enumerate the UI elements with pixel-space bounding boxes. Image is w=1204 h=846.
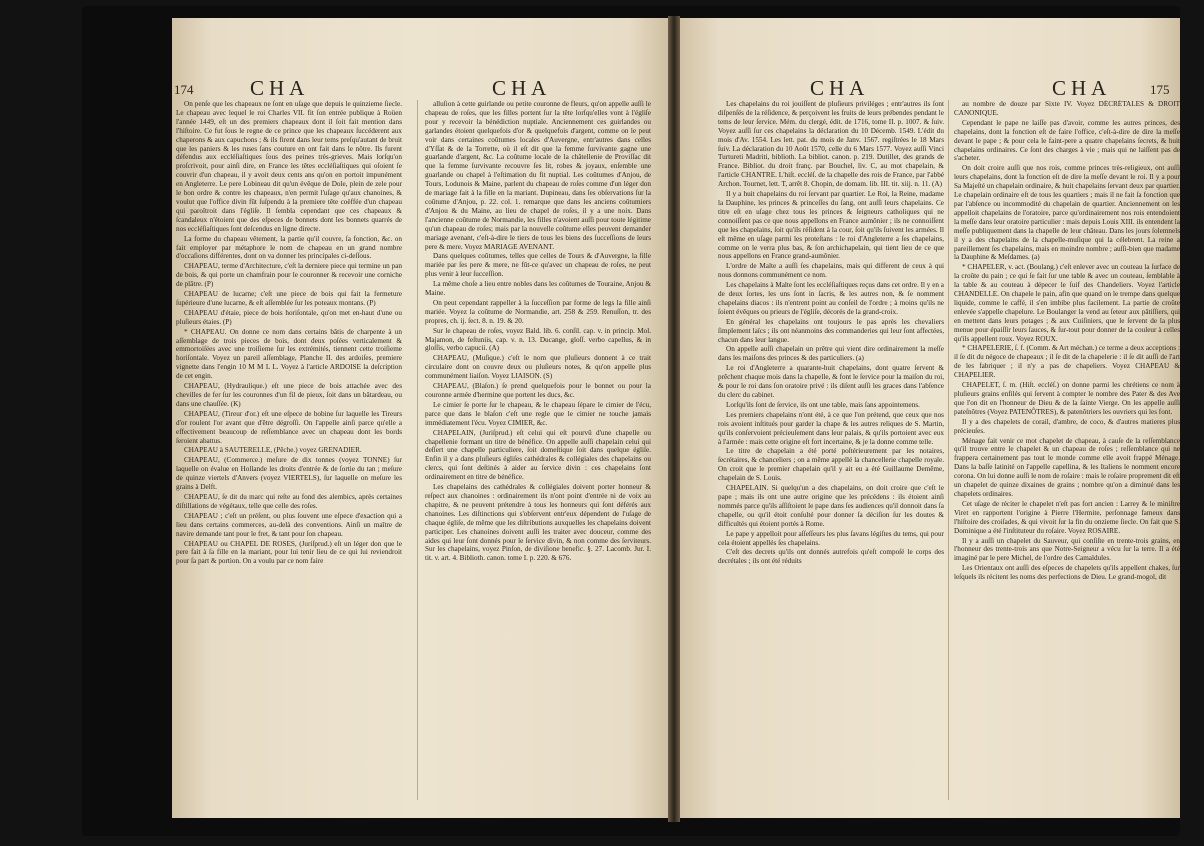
- paragraph: On appelle auſſi chapelain un prêtre qui vient dire ordinairement la meſſe dans les maiſons des princes & des particuliers. (a): [718, 345, 944, 363]
- paragraph: Le cimier ſe porte ſur le chapeau, & le chapeau ſépare le cimier de l'écu, parce que dans le blaſon c'eſt une regle que le cimier ne touche jamais immédiatement l'écu. Voyez CIMIER, &c.: [425, 400, 651, 427]
- paragraph: On penſe que les chapeaux ne ſont en uſage que depuis le quinzieme ſiecle. Le chapeau avec lequel le roi Charles VII. fit ſon entrée publique à Roüen l'année 1449, eſt un des premiers chapeaux dont il ſoit fait mention dans l'hiſtoire. Ce fut ſous le regne de ce prince que les chapeaux ſuccéderent aux chaperons & aux capuchons ; & ils firent dans leur tems preſqu'autant de bruit que les paniers & les ruses ſans couture en ont fait dans le nôtre. Ils furent défendus aux eccléſiaſtiques ſous des peines très-grieves. Mais lorſqu'on proſcrivoit, pour ainſi dire, en France les têtes eccléſiaſtiques qui oſoient ſe couvrir d'un chapeau, il y avoit deux cents ans qu'on en portoit impunément en Angleterre. Le pere Lobineau dit qu'un évêque de Dole, plein de zele pour le bon ordre & contre les chapeaux, n'en permit l'uſage qu'aux chanoines, & voulut que l'office divin fût ſuſpendu à la premiere tête coëffée d'un chapeau qui paroîtroit dans l'égliſe. Il ſembla cependant que ces chapeaux & ſcandaleux n'étoient que des eſpeces de bonnets dont les bonnets quarrés de nos eccléſiaſtiques ſont deſcendus en ligne directe.: [176, 100, 402, 233]
- paragraph: On doit croire auſſi que nos rois, comme princes très-religieux, ont auſſi leurs chapelains, dont la fonction eſt de dire la meſſe devant le roi. Il y a pour Sa Majeſté un chapelain ordinaire, & huit chapelains ſervant deux par quartier. Le chapelain ordinaire eſt de tous les quartiers ; mais il ne fait ſa fonction que par l'abſence ou incommodité du chapelain de quartier. Anciennement on les appelloit chapelains de l'oratoire, parce qu'ordinairement nos rois entendoient la meſſe dans leur oratoire particulier : mais depuis Louis XIII. ils entendent la meſſe publiquement dans la chapelle de leur château. Dans les jours ſolemnels il y a des chapelains de la chapelle-muſique qui la célebrent. La reine a pareillement ſes chapelains, mais en moindre nombre ; auſſi-bien que madame la Dauphine & Meſdames. (a): [954, 164, 1180, 262]
- entry: CHAPEAU ; c'eſt un préſent, ou plus ſouvent une eſpece d'exaction qui a lieu dans certains commerces, au-delà des conventions. Ainſi un maître de navire demande tant pour le fret, & tant pour ſon chapeau.: [176, 511, 402, 538]
- text-column-2: [425, 100, 651, 810]
- paragraph: Cet uſage de réciter le chapelet n'eſt pas fort ancien : Larrey & le miniſtre Viret en rapportent l'origine à Pierre l'Hermite, perſonnage fameux dans l'hiſtoire des croiſades, & qui vivoit ſur la fin du onzieme ſiecle. On fait que S. Dominique a été l'inſtituteur du roſaire. Voyez ROSAIRE.: [954, 499, 1180, 535]
- text-column-1: [718, 100, 944, 810]
- open-book: [82, 6, 1180, 836]
- paragraph: En général les chapelains ont toujours le pas après les chevaliers ſimplement laïcs ; ils ont néanmoins des commanderies qui leur ſont affectées, chacun dans leur langue.: [718, 317, 944, 344]
- entry: CHAPELAIN, (Juriſprud.) eſt celui qui eſt pourvû d'une chapelle ou chapellenie formant un titre de bénéfice. On appelle auſſi chapelain celui qui deſſert une chapelle particuliere, ſoit domeſtique ſoit dans quelque égliſe. Enfin il y a dans pluſieurs égliſes cathédrales & collégiales des chapelains ou clercs, qui ſont deſtinés à aider au ſervice divin : ces chapelains ſont ordinairement en titre de bénéfice.: [425, 428, 651, 482]
- paragraph: Les Orientaux ont auſſi des eſpeces de chapelets qu'ils appellent chakes, ſur leſquels ils récitent les noms des perfections de Dieu. Le grand-mogol, dit: [954, 564, 1180, 582]
- entry: * CHAPELERIE, ſ. f. (Comm. & Art méchan.) ce terme a deux acceptions : il ſe dit du négoce de chapeaux ; il ſe dit de la chapelerie : il ſe dit auſſi de l'art de les fabriquer ; il n'y a pas de chapeliers. Voyez CHAPEAU & CHAPELIER.: [954, 344, 1180, 380]
- paragraph: C'eſt des decrets qu'ils ont donnés autrefois qu'eſt compoſé le corps des decrétales ; ils ont été réduits: [718, 548, 944, 566]
- book-gutter: [668, 16, 680, 822]
- right-page: [680, 18, 1180, 818]
- paragraph: Ménage fait venir ce mot chapelet de chapeau, à cauſe de la reſſemblance qu'il trouve entre le chapelet & un chapeau de roſes ; reſſemblance qui ne frappera certainement pas tout le monde comme elle avoit frappé Ménage. Dans la baſſe latinité on l'appelle capellina, & les Italiens le nomment encore corona. On lui donne auſſi le nom de roſaire : mais le roſaire proprement dit eſt un chapelet de quinze dixaines de grains ; nombre qu'on a diminué dans les chapelets ordinaires.: [954, 436, 1180, 498]
- paragraph: au nombre de douze par Sixte IV. Voyez DÉCRÉTALES & DROIT CANONIQUE.: [954, 100, 1180, 117]
- entry: CHAPEAU, (Tireur d'or.) eſt une eſpece de bobine ſur laquelle les Tireurs d'or roulent l'or avant que d'être dégroſſi. On l'appelle ainſi parce qu'elle a effectivement beaucoup de reſſemblance avec un chapeau dont les bords ſeroient abattus.: [176, 409, 402, 445]
- entry: CHAPEAU, (Blaſon.) ſe prend quelquefois pour le bonnet ou pour la couronne armée d'hermine que portent les ducs, &c.: [425, 382, 651, 399]
- paragraph: Les chapelains du roi jouiſſent de pluſieurs priviléges ; entr'autres ils ſont diſpenſés de la réſidence, & perçoivent les fruits de leurs prébendes pendant le tems de leur ſervice. Mém. du clergé, édit. de 1716, tome II. p. 1007. & ſuiv. Voyez auſſi ſur ces chapelains la déclaration du 10 Décemb. 1549. L'édit du mois d'Av. 1554. Les lett. pat. du mois de Janv. 1567. regiſtrées le 18 Mars ſuiv. La déclaration du 10 Août 1570, celle du 6 Mars 1577. Voyez auſſi Vinci Turtureti Madriti, biblioth. La bibliot. canon. p. 219. Dutillet, des grands de France. Bibliot. du droit franç. par Bouchel, liv. C, au mot chapelain, & l'article CHANTRE. L'hiſt. eccléſ. de la chapelle des rois de France, par l'abbé Archon. Tournet, lett. T, arrêt 8. Chopin, de domam. lib. III. tit. xiij. n. 11. (A): [718, 100, 944, 189]
- paragraph: L'ordre de Malte a auſſi ſes chapelains, mais qui different de ceux à qui nous donnons communément ce nom.: [718, 262, 944, 280]
- paragraph: Les chapelains des cathédrales & collégiales doivent porter honneur & reſpect aux chanoines : ordinairement ils n'ont point d'entrée ni de voix au chapitre, & ne peuvent prétendre à tous les honneurs qui ſont déférés aux chanoines. Les diſtinctions qui s'obſervent entr'eux dépendent de l'uſage de chaque égliſe, de même que les diſtributions auxquelles les chapelains doivent participer. Les chanoines doivent auſſi les traiter avec douceur, comme des aides qui leur ſont donnés pour le ſervice divin, & non comme des ſerviteurs. Sur les chapelains, voyez Pinſon, de diviſione benefic. §. 27. Lacomb. Jur. I. tit. v. art. 4. Biblioth. canon. tome I. p. 220. & 676.: [425, 483, 651, 563]
- page-number: 174: [174, 82, 194, 97]
- entry: CHAPELAIN. Si quelqu'un a des chapelains, on doit croire que c'eſt le pape ; mais ils ont une autre origine que les précédens : ils étoient ainſi nommés parce qu'ils aſſiſtoient le pape dans ſes audiences qu'il donnoit dans ſa chapelle, ou qu'il étoit conſulté pour donner ſa déciſion ſur les doutes & difficultés qui étoient portés à Rome.: [718, 484, 944, 528]
- entry: CHAPEAU d'étaie, piece de bois horiſontale, qu'on met en-haut d'une ou pluſieurs étaies. (P): [176, 308, 402, 326]
- paragraph: La même choſe a lieu entre nobles dans les coûtumes de Touraine, Anjou & Maine.: [425, 280, 651, 298]
- text-column-2: [954, 100, 1180, 810]
- paragraph: Les chapelains à Malte ſont les eccléſiaſtiques reçus dans cet ordre. Il y en a de deux ſortes, les uns ſont in ſacris, & les autres non, & ſe nomment chapelains diacos : ils n'entrent point au conſeil de l'ordre ; à moins qu'ils ne ſoient évêques ou prieurs de l'égliſe, décorés de la grand-croix.: [718, 281, 944, 316]
- entry: CHAPEAU, ſe dit du marc qui reſte au fond des alembics, après certaines diſtillations de végétaux, telle que celle des roſes.: [176, 492, 402, 510]
- entry: CHAPEAU, terme d'Architecture, c'eſt la derniere piece qui termine un pan de bois, & qui porte un chamfrain pour le couronner & recevoir une corniche de plâtre. (P): [176, 262, 402, 289]
- paragraph: Sur le chapeau de roſes, voyez Bald. lib. 6. conſil. cap. v. in princip. Mol. Majamon, de feſtuniis, cap. v. n. 13. Ducange, gloſſ. verbo capellus, & in gloſſis, verbo capucii. (A): [425, 326, 651, 353]
- column-rule: [417, 100, 418, 800]
- paragraph: Il y a des chapelets de corail, d'ambre, de coco, & d'autres matieres plus précieuſes.: [954, 417, 1180, 435]
- paragraph: Les premiers chapelains n'ont été, à ce que l'on prétend, que ceux que nos rois avoient inſtitués pour garder la chape & les autres reliques de S. Martin, qu'ils conſervoient précieuſement dans leur palais, & qu'ils portoient avec eux à l'armée : mais cette origine eſt fort incertaine, & je la donne comme telle.: [718, 410, 944, 446]
- paragraph: Dans quelques coûtumes, telles que celles de Tours & d'Auvergne, la fille mariée par ſes pere & mere, ne fût-ce qu'avec un chapeau de roſes, ne peut plus venir à leur ſucceſſion.: [425, 252, 651, 279]
- entry: CHAPEAU de lucarne; c'eſt une piece de bois qui fait la fermeture ſupérieure d'une lucarne, & eſt aſſemblée ſur les poteaux montans. (P): [176, 290, 402, 307]
- paragraph: On peut cependant rappeller à la ſucceſſion par forme de legs la fille ainſi mariée. Voyez la coûtume de Normandie, art. 258 & 259. Renuſſon, tr. des propres, ch. ij. ſect. 8. n. 19. & 20.: [425, 298, 651, 325]
- paragraph: Le roi d'Angleterre a quarante-huit chapelains, dont quatre ſervent & prêchent chaque mois dans la chapelle, & font le ſervice pour la maiſon du roi, & pour le roi dans ſon oratoire privé : ils diſent auſſi les graces dans l'abſence du clerc du cabinet.: [718, 364, 944, 399]
- entry: CHAPEAU ou CHAPEL DE ROSES, (Juriſprud.) eſt un léger don que le pere fait à ſa fille en la mariant, pour lui tenir lieu de ce qui lui reviendroit pour ſa part & portion. On a voulu par ce nom faire: [176, 539, 402, 566]
- entry: * CHAPELER, v. act. (Boulang.) c'eſt enlever avec un couteau la ſurface de la croûte du pain ; ce qui ſe fait ſur une table & avec un couteau, ſemblable à la table & au couteau à dépecer le ſuif des Chandeliers. Voyez l'article CHANDELLE. On chapele le pain, afin que quand on le trempe dans quelque liquide, comme le caffé, il s'en imbibe plus facilement. La partie de croûte enlevée s'appelle chapelure. Le Boulanger la vend au ſeteur aux pâtiſſiers, qui en mettent dans leurs potages ; & aux Cuiſiniers, que le ſervent de la plus menue pour épaiſſir leurs ſauces, & ſur-tout pour donner de la couleur à celles qu'ils appellent roux. Voyez ROUX.: [954, 263, 1180, 343]
- entry: CHAPEAU à SAUTERELLE, (Pêche.) voyez GRENADIER.: [184, 446, 362, 455]
- running-headword: CHA: [250, 76, 310, 100]
- right-page-header: [680, 74, 1180, 100]
- entry: CHAPEAU, (Muſique.) c'eſt le nom que pluſieurs donnent à ce trait circulaire dont on couvre deux ou pluſieurs notes, & qu'on appelle plus communément liaiſon. Voyez LIAISON. (S): [425, 354, 651, 381]
- paragraph: Il y a auſſi un chapelet du Sauveur, qui conſiſte en trente-trois grains, en l'honneur des trente-trois ans que Notre-Seigneur a vécu ſur la terre. Il a été imaginé par le pere Michel, de l'ordre des Camaldules.: [954, 536, 1180, 563]
- entry: * CHAPEAU. On donne ce nom dans certains bâtis de charpente à un aſſemblage de trois pieces de bois, dont deux poſées verticalement & emmortoiſées avec une troiſieme ſur les extrémités, tiennent cette troiſieme horiſontale. Voyez un pareil aſſemblage, Planche II. des ardoiſes, premiere vignette dans l'engin 10 M M L L. Voyez à l'article ARDOISE la deſcription de cet engin.: [176, 327, 402, 381]
- running-headword: CHA: [810, 76, 870, 100]
- running-headword: CHA: [1052, 76, 1112, 100]
- text-column-1: [176, 100, 402, 810]
- paragraph: Lorſqu'ils ſont de ſervice, ils ont une table, mais ſans appointemens.: [726, 400, 920, 409]
- column-rule: [948, 100, 949, 800]
- paragraph: Le pape y appelloit pour aſſeſſeurs les plus ſavans légiſtes du tems, qui pour cela étoient appellés ſes chapelains.: [718, 529, 944, 547]
- entry: CHAPEAU, (Hydraulique.) eſt une piece de bois attachée avec des chevilles de fer ſur les couronnes d'un fil de pieux, ſoit dans un bâtardeau, ou dans une chauſſée. (K): [176, 382, 402, 408]
- entry: CHAPELET, ſ. m. (Hiſt. eccléſ.) on donne parmi les chrétiens ce nom à pluſieurs grains enfilés qui ſervent à compter le nombre des Pater & des Ave que l'on dit en l'honneur de Dieu & de la ſainte Vierge. On les appelle auſſi pateſnôtres (Voyez PATENÔTRES), & patenôtriers les ouvriers qui les font.: [954, 381, 1180, 416]
- paragraph: La forme du chapeau vêtement, la partie qu'il couvre, ſa fonction, &c. on fait employer par métaphore le nom de chapeau en un grand nombre d'occaſions différentes, dont on va donner les principales ci-deſſous.: [176, 234, 402, 261]
- left-page: [172, 18, 668, 818]
- entry: CHAPEAU, (Commerce.) meſure de dix tonnes (voyez TONNE) ſur laquelle on évalue en Hollande les droits d'entrée & de ſortie du tan ; meſure de quinze viertels d'Anvers (voyez VIERTELS), ſur laquelle on meſure les grains à Delft.: [176, 456, 402, 492]
- paragraph: Le titre de chapelain a été porté poſtérieurement par les notaires, ſecrétaires, & chanceliers ; on a même appellé la chancellerie chapelle royale. On croit que le premier chapelain qu'il y ait eu a été Guillaume Demême, chapelain de S. Louis.: [718, 447, 944, 483]
- page-number: 175: [1150, 82, 1170, 97]
- paragraph: Il y a huit chapelains du roi ſervant par quartier. Le Roi, la Reine, madame la Dauphine, les princes & princeſſes du ſang, ont auſſi leurs chapelains. Ce titre eſt en uſage chez tous les princes & ſeigneurs catholiques qui ne connoiſſent pas ce que nous appellons en France aumônier ; ils ne connoiſſent que les chapelains, ſoit qu'ils réſident à la cour, ſoit qu'ils ſuivent les armées. Il eſt même en uſage parmi les proteſtans : le roi d'Angleterre a ſes chapelains, comme on le verra plus bas, & ſon archichapelain, qui tient lieu de ce que nous appellons en France grand-aumônier.: [718, 190, 944, 261]
- paragraph: Cependant le pape ne laiſſe pas d'avoir, comme les autres princes, des chapelains, dont la fonction eſt de faire l'office, c'eſt-à-dire de dire la meſſe devant le pape ; & pour cela le faint-pere a quatre chapelains ſecrets, & huit chapelains ordinaires. Ce ſont des charges à vie ; mais qui ne laiſſent pas de s'acheter.: [954, 118, 1180, 163]
- paragraph: alluſion à cette guirlande ou petite couronne de fleurs, qu'on appelle auſſi le chapeau de roſes, que les filles portent ſur la tête lorſqu'elles vont à l'égliſe pour y recevoir la bénédiction nuptiale. Anciennement ces guirlandes ou garlandes étoient quelquefois d'or & quelquefois d'argent, comme on le peut voir dans certaines coûtumes locales d'Auvergne, entr'autres dans celles d'Yſſat & de la Torrette, où il eſt dit que la femme ſurvivante gagne une guarlande d'argent, &c. La coûtume locale de la châtellenie de Proviſſac dit que la femme ſurvivante recouvre ſes lit, robes & joyaux, enſemble une guarlande ou chapel à l'eſtimation du fit nuptial. Les coûtumes d'Anjou, de Tours, Lodunois & Maine, parlent du chapeau de roſes comme d'un léger don de mariage fait à la fille en la mariant. Dupineau, dans ſes obſervations ſur la coûtume d'Anjou, p. 22. col. 1. remarque que dans les anciens coûtumiers d'Anjou & du Maine, au lieu de chapel de roſes, il y a une noix. Dans l'ancienne coûtume de Normandie, les filles n'avoient auſſi pour toute légitime qu'un chapeau de roſes; mais par la nouvelle coûtume elles peuvent demander mariage avenant, c'eſt-à-dire le tiers de tous les biens des ſucceſſions de leurs pere & mere. Voyez MARIAGE AVENANT.: [425, 100, 651, 251]
- running-headword: CHA: [492, 76, 552, 100]
- left-page-header: [172, 74, 668, 100]
